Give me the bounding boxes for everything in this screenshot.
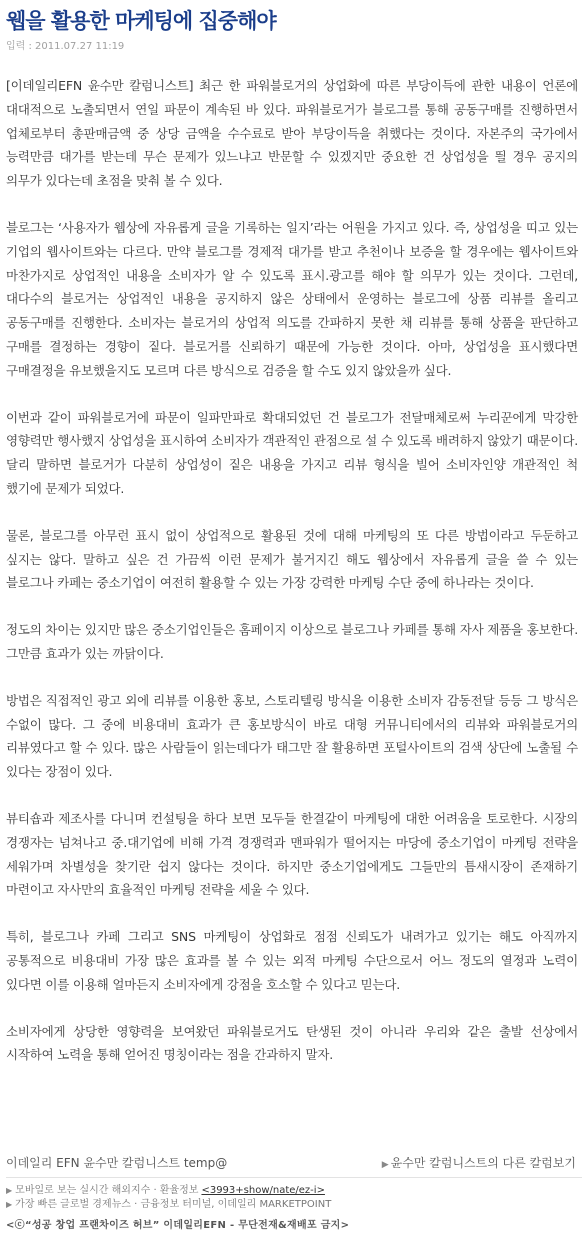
promo-section	[6, 1184, 582, 1212]
promo-marketpoint[interactable]	[6, 1198, 582, 1212]
article-title: 웹을 활용한 마케팅에 집중해야	[6, 9, 276, 33]
article-date: 입력 : 2011.07.27 11:19	[6, 41, 125, 52]
triangle-right-icon: ▶	[6, 1186, 13, 1195]
more-columns-link[interactable]	[382, 1154, 576, 1171]
more-columns-label: 윤수만 칼럼니스트의 다른 칼럼보기	[390, 1156, 576, 1170]
article-paragraph: 정도의 차이는 있지만 많은 중소기업인들은 홈페이지 이상으로 블로그나 카페를 통해 자사 제품을 홍보한다. 그만큼 효과가 있는 까닭이다.	[6, 622, 578, 661]
article-container	[6, 0, 582, 1090]
arrow-right-icon: ▶	[381, 1160, 389, 1170]
article-paragraph: 이번과 같이 파워블로거에 파문이 일파만파로 확대되었던 건 블로그가 전달매체로써 누리꾼에게 막강한 영향력만 행사했지 상업성을 표시하여 소비자가 객관적인 관점으로 설 수 있도록 배려하지 않았기 때문이다. 달리 말하면 블로거가 다분히 상업성이 짙은 내용을 가지고 리뷰 형식을 빌어 소비자인양 개관적인 척 했기에 문제가 되었다.	[6, 409, 578, 496]
promo-marketpoint-text: 가장 빠른 글로벌 경제뉴스 · 금융정보 터미널, 이데일리 MARKETPOINT	[15, 1199, 332, 1210]
article-paragraph: 뷰티숍과 제조사를 다니며 컨설팅을 하다 보면 모두들 한결같이 마케팅에 대한 어려움을 토로한다. 시장의 경쟁자는 넘쳐나고 중.대기업에 비해 가격 경쟁력과 맨파워가 떨어지는 마당에 중소기업이 마케팅 전략을 세워가며 차별성을 찾기란 쉽지 않다는 것이다. 하지만 중소기업에게도 그들만의 틈새시장이 존재하기 마련이고 자사만의 효율적인 마케팅 전략을 세울 수 있다.	[6, 810, 578, 898]
article-paragraph: [이데일리EFN 윤수만 칼럼니스트] 최근 한 파워블로거의 상업화에 따른 부당이득에 관한 내용이 언론에 대대적으로 노출되면서 연일 파문이 계속된 바 있다. 파워블로거가 블로그를 통해 공동구매를 진행하면서 업체로부터 총판매금액 중 상당 금액을 수수료로 받아 부당이득을 취했다는 것이다. 자본주의 국가에서 능력만큼 대가를 받는데 무슨 문제가 있느냐고 반문할 수 있겠지만 중요한 건 상업성을 띌 경우 공지의 의무가 있다는데 초점을 맞춰 볼 수 있다.	[6, 78, 578, 189]
promo-mobile-text: 모바일로 보는 실시간 해외지수 · 환율정보	[15, 1185, 199, 1196]
article-paragraph: 물론, 블로그를 아무런 표시 없이 상업적으로 활용된 것에 대해 마케팅의 또 다른 방법이라고 두둔하고 싶지는 않다. 말하고 싶은 건 가끔씩 이런 문제가 불거지긴 해도 웹상에서 자유롭게 글을 쓸 수 있는 블로그나 카페는 중소기업이 여전히 활용할 수 있는 가장 강력한 마케팅 수단 중에 하나라는 것이다.	[6, 527, 578, 591]
promo-mobile-code-link[interactable]: <3993+show/nate/ez-i>	[201, 1185, 325, 1196]
byline-row	[6, 1154, 582, 1174]
article-body	[6, 74, 578, 1067]
article-paragraph: 특히, 블로그나 카페 그리고 SNS 마케팅이 상업화로 점점 신뢰도가 내려가고 있기는 해도 아직까지 공통적으로 비용대비 가장 많은 효과를 볼 수 있는 외적 마케팅 수단으로서 어느 정도의 열정과 노력이 있다면 이를 이용해 얼마든지 소비자에게 강점을 호소할 수 있다고 믿는다.	[6, 929, 578, 992]
author-byline: 이데일리 EFN 윤수만 칼럼니스트 temp@	[6, 1156, 228, 1170]
copyright-notice: <ⓒ“성공 창업 프랜차이즈 허브” 이데일리EFN - 무단전재&재배포 금지>	[6, 1220, 350, 1231]
article-paragraph: 소비자에게 상당한 영향력을 보여왔던 파워블로거도 탄생된 것이 아니라 우리와 같은 출발 선상에서 시작하여 노력을 통해 얻어진 명칭이라는 점을 간과하지 말자.	[6, 1023, 578, 1063]
article-paragraph: 블로그는 ‘사용자가 웹상에 자유롭게 글을 기록하는 일지’라는 어원을 가지고 있다. 즉, 상업성을 띠고 있는 기업의 웹사이트와는 다르다. 만약 블로그를 경제적 대가를 받고 추천이나 보증을 할 경우에는 웹사이트와 마찬가지로 상업적인 내용을 소비자가 알 수 있도록 표시.광고를 해야 할 의무가 있는 것이다. 그런데, 대다수의 블로거는 상업적인 내용을 공지하지 않은 상태에서 운영하는 블로그에 상품 리뷰를 올리고 공동구매를 진행한다. 소비자는 블로거의 상업적 의도를 간파하지 못한 채 리뷰를 통해 상품을 판단하고 구매를 결정하는 경향이 짙다. 블로거를 신뢰하기 때문에 가능한 것이다. 아마, 상업성을 표시했다면 구매결정을 유보했을지도 모르며 다른 방식으로 검증을 할 수도 있지 않았을까 싶다.	[6, 219, 578, 378]
triangle-right-icon: ▶	[6, 1200, 13, 1209]
article-paragraph: 방법은 직접적인 광고 외에 리뷰를 이용한 홍보, 스토리텔링 방식을 이용한 소비자 감동전달 등등 그 방식은 수없이 많다. 그 중에 비용대비 효과가 큰 홍보방식이 바로 대형 커뮤니티에서의 리뷰와 파워블로거의 리뷰였다고 할 수 있다. 많은 사람들이 읽는데다가 태그만 잘 활용하면 포털사이트의 검색 상단에 노출될 수 있다는 장점이 있다.	[6, 692, 578, 780]
promo-mobile	[6, 1184, 582, 1198]
divider	[6, 1177, 582, 1178]
